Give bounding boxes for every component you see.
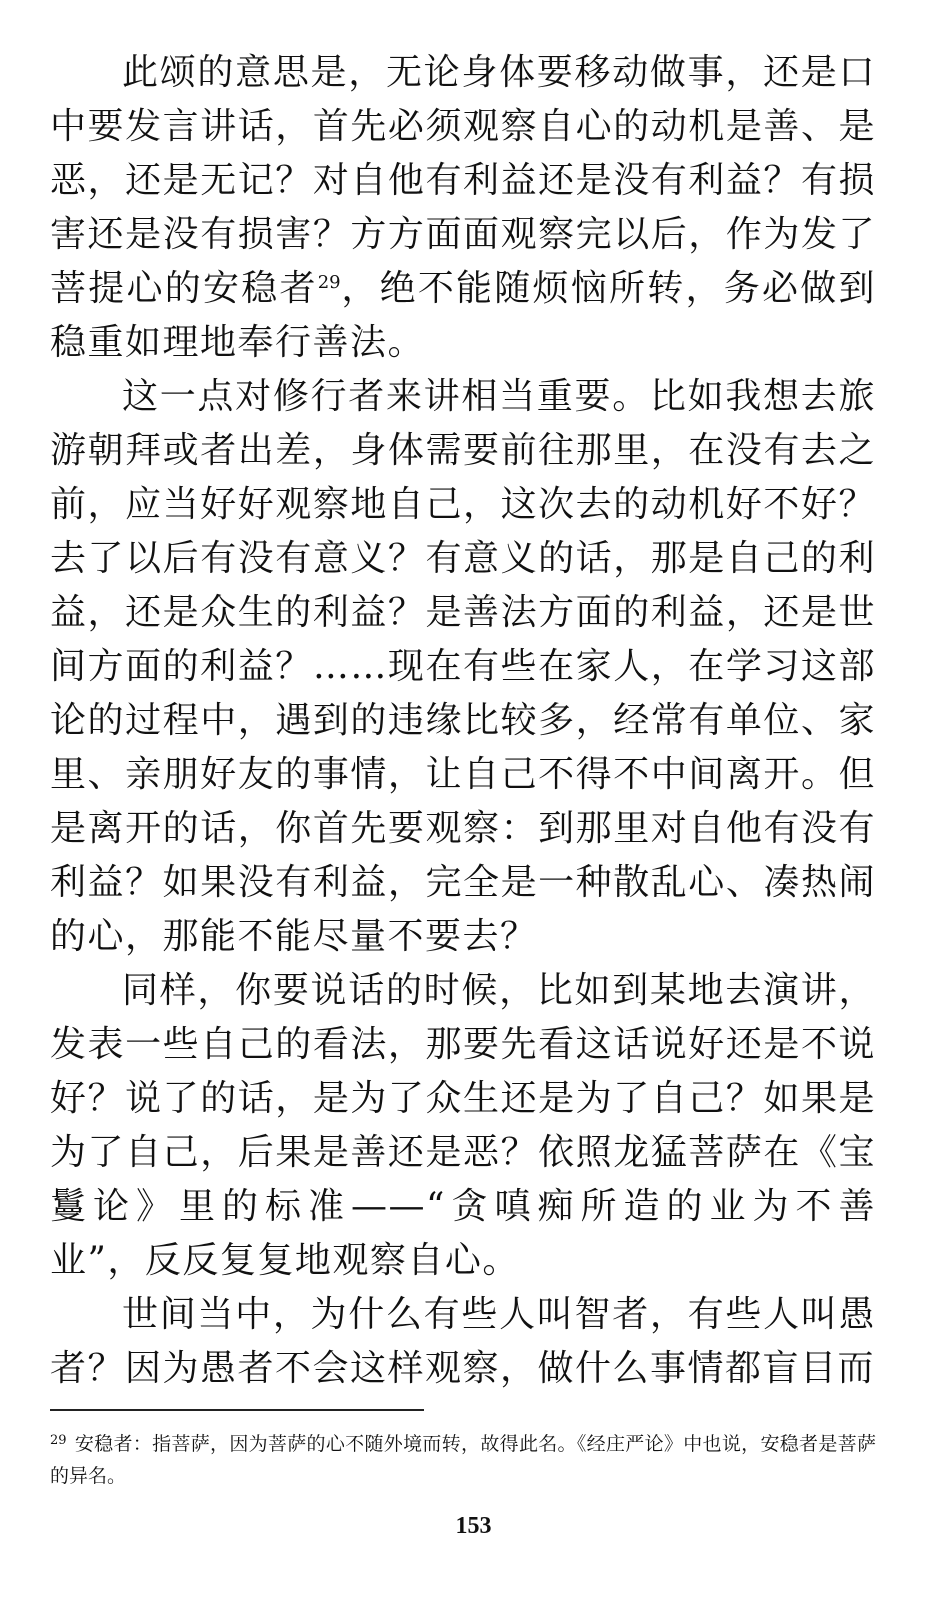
main-text bbox=[50, 46, 876, 1396]
paragraph-text: 此颂的意思是，无论身体要移动做事，还是口中要发言讲话，首先必须观察自心的动机是善、是恶，还是无记？对自他有利益还是没有利益？有损害还是没有损害？方方面面观察完以后，作为发了菩提心的安稳者 bbox=[50, 52, 876, 309]
page-number: 153 bbox=[455, 1513, 492, 1539]
footnote-number: 29 bbox=[50, 1433, 67, 1448]
footnote-divider bbox=[50, 1409, 424, 1411]
footnote bbox=[50, 1428, 876, 1492]
paragraph: 世间当中，为什么有些人叫智者，有些人叫愚者？因为愚者不会这样观察，做什么事情都盲目而 bbox=[50, 1294, 876, 1389]
paragraph-text: ，绝不能随烦恼所转，务必做到稳重如理地奉行善法。 bbox=[50, 268, 876, 363]
footnote-reference[interactable]: 29 bbox=[317, 272, 341, 293]
paragraph: 同样，你要说话的时候，比如到某地去演讲，发表一些自己的看法，那要先看这话说好还是不说好？说了的话，是为了众生还是为了自己？如果是为了自己，后果是善还是恶？依照龙猛菩萨在《宝鬘论》里的标准——“贪嗔痴所造的业为不善业”，反反复复地观察自心。 bbox=[50, 970, 876, 1281]
paragraph: 这一点对修行者来讲相当重要。比如我想去旅游朝拜或者出差，身体需要前往那里，在没有去之前，应当好好观察地自己，这次去的动机好不好？去了以后有没有意义？有意义的话，那是自己的利益，还是众生的利益？是善法方面的利益，还是世间方面的利益？……现在有些在家人，在学习这部论的过程中，遇到的违缘比较多，经常有单位、家里、亲朋好友的事情，让自己不得不中间离开。但是离开的话，你首先要观察：到那里对自他有没有利益？如果没有利益，完全是一种散乱心、凑热闹的心，那能不能尽量不要去？ bbox=[50, 376, 876, 957]
footnote-text: 安稳者：指菩萨，因为菩萨的心不随外境而转，故得此名。《经庄严论》中也说，安稳者是菩萨的异名。 bbox=[50, 1433, 876, 1487]
paragraph bbox=[50, 46, 876, 370]
